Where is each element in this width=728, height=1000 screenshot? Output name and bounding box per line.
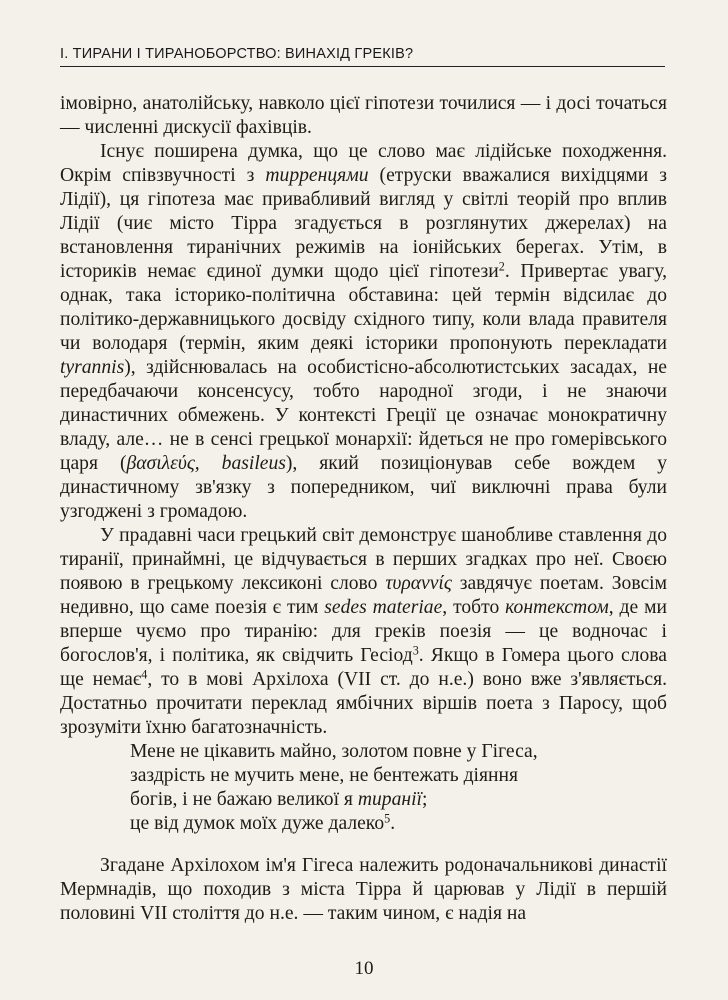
text-run: ), здійснювалась на особистісно-абсолютистських засадах, не передбачаючи консенсусу, тобто народної згоди, і не знаючи династичних обмежень. У контексті Греції це означає монократичну владу, але… не в сенсі грецької монархії: йдеться не про гомерівського царя ( bbox=[60, 357, 667, 474]
footnote-ref: 4 bbox=[141, 667, 148, 682]
text-run: завдячує поетам. Зовсім недивно, що саме поезія є тим bbox=[60, 573, 668, 618]
text-run: богів, і не бажаю великої я bbox=[130, 789, 358, 810]
text-run: , то в мові Архілоха (VII ст. до н.е.) воно вже з'являється. Достатньо прочитати переклад ямбічних віршів поета з Паросу, щоб зрозуміти їхню багатозначність. bbox=[60, 669, 667, 738]
verse-quote bbox=[130, 740, 670, 836]
running-head: І. ТИРАНИ І ТИРАНОБОРСТВО: ВИНАХІД ГРЕКІВ? bbox=[60, 46, 414, 62]
italic-term: тиранії bbox=[357, 789, 422, 810]
footnote-ref: 2 bbox=[498, 259, 505, 274]
paragraph-greek-poetry bbox=[60, 524, 667, 740]
verse-line bbox=[130, 812, 670, 836]
verse-line bbox=[130, 788, 670, 812]
text-run: (етруски вважалися вихідцями з Лідії), ця гіпотеза має привабливий вигляд у світлі теорій про вплив Лідії (чиє місто Тірра згадується в розглянутих джерелах) на встановлення тиранічних режимів на іонійських берегах. Утім, в істориків немає єдиної думки щодо цієї гіпотези bbox=[60, 165, 667, 282]
main-text bbox=[60, 92, 667, 740]
text-run: . bbox=[390, 813, 396, 834]
italic-term: βασιλεύς, basileus bbox=[126, 453, 286, 474]
text-run: Згадане Архілохом ім'я Гігеса належить родоначальникові династії Мермнадів, що походив з міста Тірра й царював у Лідії в першій половині VII століття до н.е. — таким чином, є надія на bbox=[60, 855, 667, 924]
paragraph-continued bbox=[60, 92, 667, 140]
text-run: , де ми вперше чуємо про тиранію: для греків поезія — це водночас і богослов'я, і політика, як свідчить Гесіод bbox=[60, 597, 667, 666]
greek-word: τυραννίς bbox=[385, 573, 452, 594]
text-run: ), який позиціонував себе вождем у династичному зв'язку з попередником, чиї виключні права були узгоджені з громадою. bbox=[60, 453, 668, 522]
paragraph-gyges bbox=[60, 854, 667, 926]
text-run: . Привертає увагу, однак, така історико-політична обставина: цей термін відсилає до політико-державницького досвіду східного типу, коли влада правителя чи володаря (термін, яким деякі історики пропонують перекладати bbox=[60, 261, 667, 354]
text-run: це від думок моїх дуже далеко bbox=[130, 813, 385, 834]
text-run: ; bbox=[421, 789, 428, 810]
text-run: , тобто bbox=[442, 597, 506, 618]
text-run: У прадавні часи грецький світ демонструє шанобливе ставлення до тиранії, принаймні, це відчувається в перших згадках про неї. Своєю появою в грецькому лексиконі слово bbox=[60, 525, 667, 594]
header-rule bbox=[60, 66, 665, 67]
verse-line: заздрість не мучить мене, не бентежать діяння bbox=[130, 765, 518, 786]
text-run: Існує поширена думка, що це слово має лідійське походження. Окрім співзвучності з bbox=[60, 141, 667, 186]
footnote-ref: 5 bbox=[384, 811, 391, 826]
footnote-ref: 3 bbox=[412, 643, 419, 658]
italic-term: tyrannis bbox=[60, 357, 125, 378]
italic-term: sedes materiae bbox=[324, 597, 443, 618]
text-run: . Якщо в Гомера цього слова ще немає bbox=[60, 645, 667, 690]
page-number: 10 bbox=[354, 958, 374, 979]
italic-term: контекстом bbox=[505, 597, 609, 618]
main-text-after-verse bbox=[60, 854, 667, 926]
verse-line: Мене не цікавить майно, золотом повне у Гігеса, bbox=[130, 741, 538, 762]
text-run: імовірно, анатолійську, навколо цієї гіпотези точилися — і досі точаться — численні дискусії фахівців. bbox=[60, 93, 667, 138]
paragraph-lydian-origin bbox=[60, 140, 667, 524]
italic-term: тирренцями bbox=[265, 165, 369, 186]
